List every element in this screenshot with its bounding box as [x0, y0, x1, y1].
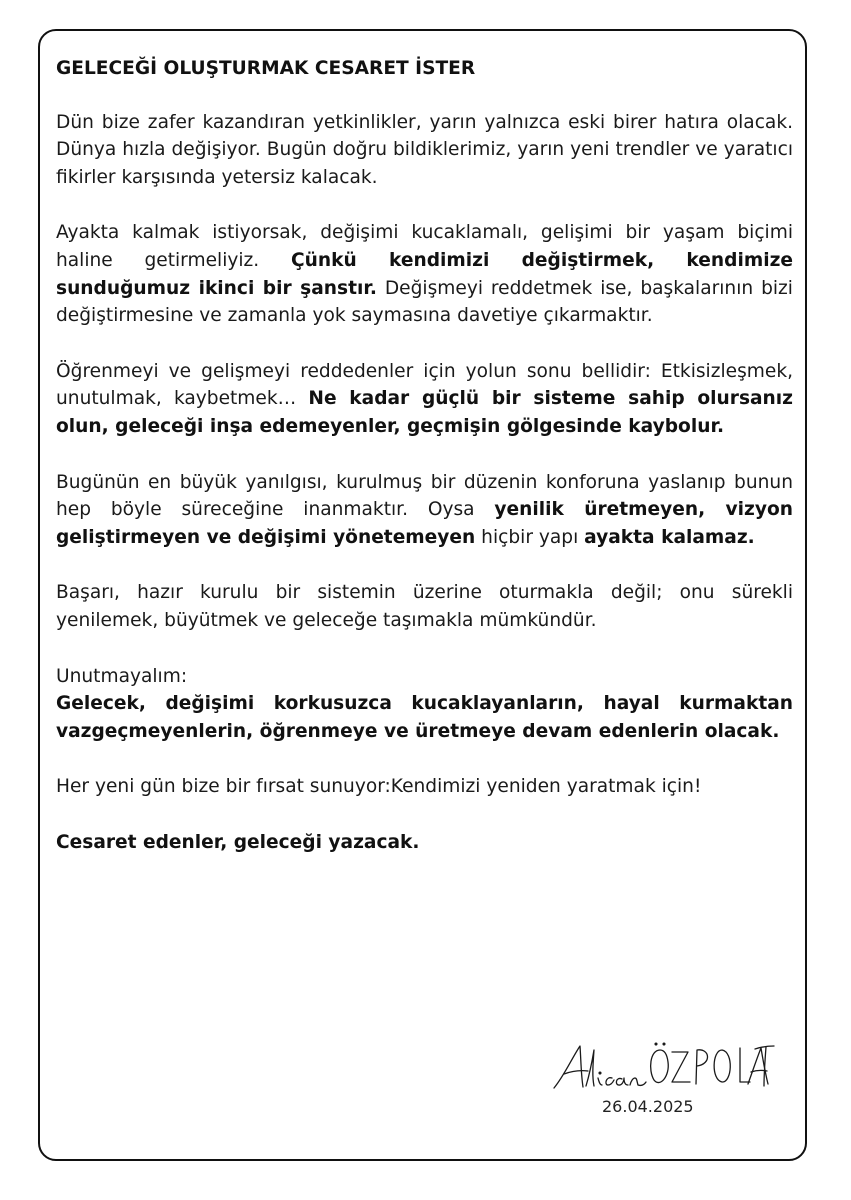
- paragraph-6: [56, 663, 793, 746]
- paragraph-4-emphasis-1: yenilik üretmeyen, vizyon geliştirmeyen ve değişimi yönetemeyen: [56, 499, 793, 548]
- closing-line: Cesaret edenler, geleceği yazacak.: [56, 831, 420, 853]
- paragraph-8: [56, 829, 793, 857]
- paragraph-3: [56, 358, 793, 441]
- paragraph-6-emphasis: Gelecek, değişimi korkusuzca kucaklayanların, hayal kurmaktan vazgeçmeyenlerin, öğrenmeye ve üretmeye devam edenlerin olacak.: [56, 693, 793, 742]
- paragraph-4-text-a: Bugünün en büyük yanılgısı, kurulmuş bir düzenin konforuna yaslanıp bunun hep böyle süreceğine inanmaktır. Oysa: [56, 471, 793, 521]
- letter-body: [56, 55, 793, 884]
- paragraph-2: [56, 219, 793, 329]
- paragraph-1: Dün bize zafer kazandıran yetkinlikler, yarın yalnızca eski birer hatıra olacak. Dünya hızla değişiyor. Bugün doğru bildiklerimiz, yarın yeni trendler ve yaratıcı fikirler karşısında yetersiz kalacak.: [56, 111, 793, 188]
- paragraph-2-emphasis: Çünkü kendimizi değiştirmek, kendimize sunduğumuz ikinci bir şanstır.: [56, 249, 794, 299]
- letter-title: GELECEĞİ OLUŞTURMAK CESARET İSTER: [56, 58, 476, 79]
- paragraph-4-text-c: hiçbir yapı: [475, 526, 585, 548]
- paragraph-4: [56, 469, 793, 552]
- paragraph-3-text-a: Öğrenmeyi ve gelişmeyi reddedenler için yolun sonu bellidir: Etkisizleşmek, unutulmak, kaybetmek…: [56, 360, 793, 410]
- handwritten-signature: [550, 1040, 775, 1098]
- signature-date: 26.04.2025: [602, 1097, 694, 1116]
- signature-block: [540, 1040, 780, 1125]
- paragraph-4-emphasis-2: ayakta kalamaz.: [584, 526, 755, 548]
- paragraph-5: Başarı, hazır kurulu bir sistemin üzerine oturmakla değil; onu sürekli yenilemek, büyütmek ve geleceğe taşımakla mümkündür.: [56, 582, 793, 631]
- paragraph-2-text-c: Değişmeyi reddetmek ise, başkalarının bizi değiştirmesine ve zamanla yok saymasına davetiye çıkarmaktır.: [56, 277, 793, 327]
- paragraph-6-intro: Unutmayalım:: [56, 665, 188, 687]
- paragraph-3-emphasis: Ne kadar güçlü bir sisteme sahip olursanız olun, geleceği inşa edemeyenler, geçmişin gölgesinde kaybolur.: [56, 388, 793, 437]
- paragraph-7: Her yeni gün bize bir fırsat sunuyor:Kendimizi yeniden yaratmak için!: [56, 776, 702, 798]
- paragraph-2-text-a: Ayakta kalmak istiyorsak, değişimi kucaklamalı, gelişimi bir yaşam biçimi haline getirmeliyiz.: [56, 222, 793, 271]
